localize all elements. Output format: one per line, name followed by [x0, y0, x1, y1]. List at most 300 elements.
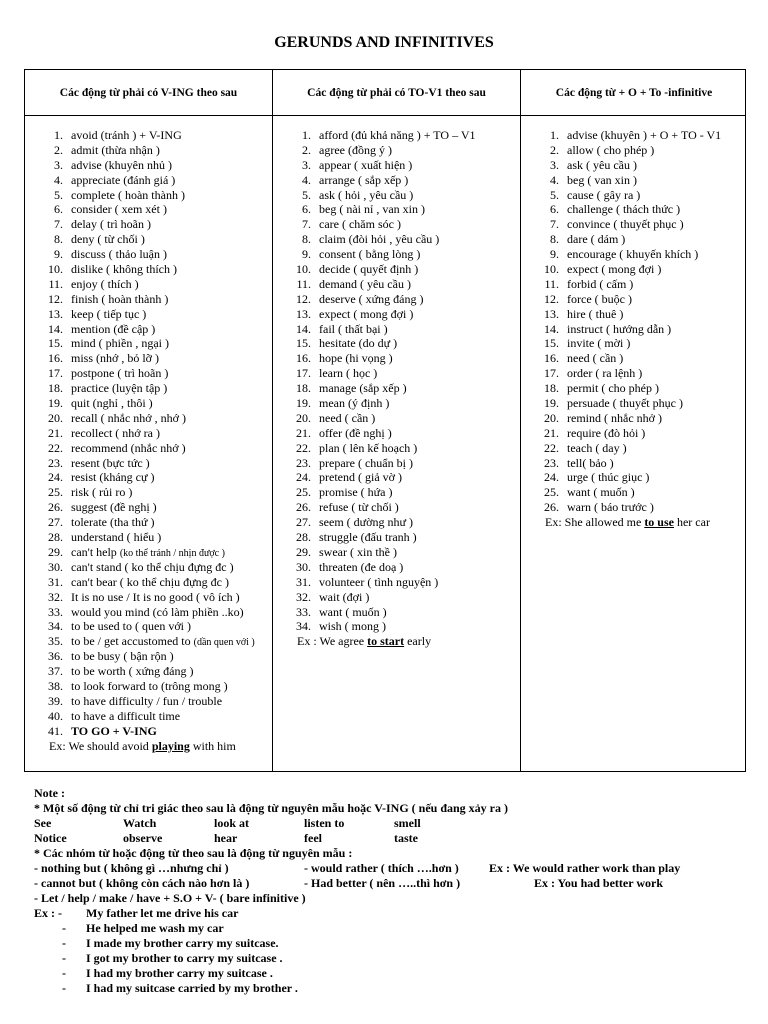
- verb-text: expect ( mong đợi ): [319, 306, 414, 321]
- note-label: Note :: [34, 786, 65, 800]
- verb-item: [43, 530, 271, 545]
- verb-text: remind ( nhắc nhở ): [567, 410, 662, 425]
- verb-item: [291, 560, 519, 575]
- verb-item: [291, 366, 519, 381]
- verb-text: demand ( yêu cầu ): [319, 276, 411, 291]
- verb-item: [43, 322, 271, 337]
- verb-item: [291, 322, 519, 337]
- causative-example: [34, 951, 754, 966]
- item-number: 12.: [544, 291, 559, 306]
- item-number: 35.: [48, 634, 63, 649]
- perception-row-1: [34, 816, 754, 831]
- item-number: 22.: [296, 440, 311, 455]
- verb-text: postpone ( trì hoãn ): [71, 366, 169, 381]
- verb-item: [539, 470, 745, 485]
- verb-text: persuade ( thuyết phục ): [567, 396, 683, 411]
- example-had-better: Ex : You had better work: [534, 876, 664, 890]
- item-number: 18.: [48, 381, 63, 396]
- item-number: 19.: [296, 396, 311, 411]
- verb-text: want ( muốn ): [319, 604, 387, 619]
- verb-item: [291, 381, 519, 396]
- verb-text: finish ( hoàn thành ): [71, 291, 169, 306]
- example-sentence: I had my brother carry my suitcase .: [86, 966, 273, 980]
- rule-would-rather: - would rather ( thích ….hơn ): [304, 861, 459, 875]
- verb-text: recollect ( nhớ ra ): [71, 425, 160, 440]
- verb-text: struggle (đấu tranh ): [319, 530, 417, 545]
- verb-item: [539, 202, 745, 217]
- item-number: 14.: [544, 321, 559, 336]
- item-number: 37.: [48, 664, 63, 679]
- verb-item: [291, 262, 519, 277]
- verb-item: [539, 307, 745, 322]
- verb-text: seem ( dường như ): [319, 515, 414, 530]
- verb-text: consider ( xem xét ): [71, 202, 167, 217]
- verb-text: mind ( phiền , ngại ): [71, 336, 169, 351]
- verb-phrase: can't help: [71, 544, 120, 559]
- causative-example: [34, 921, 754, 936]
- item-number: 24.: [544, 470, 559, 485]
- verb-text: convince ( thuyết phục ): [567, 217, 684, 232]
- verb-item: [291, 128, 519, 143]
- item-number: 39.: [48, 693, 63, 708]
- verb-item: [291, 396, 519, 411]
- verb-item: [43, 307, 271, 322]
- verb-text: plan ( lên kế hoạch ): [319, 440, 418, 455]
- item-number: 12.: [296, 291, 311, 306]
- example-marker: -: [62, 921, 66, 935]
- verb-item: [291, 575, 519, 590]
- verb-text: It is no use / It is no good ( vô ích ): [71, 589, 240, 604]
- verb-text: deny ( từ chối ): [71, 232, 145, 247]
- verb-item: [539, 500, 745, 515]
- item-number: 9.: [54, 247, 63, 262]
- item-number: 9.: [302, 247, 311, 262]
- column-ving: [43, 128, 271, 754]
- verb-item: [291, 307, 519, 322]
- example-sentence: I made my brother carry my suitcase.: [86, 936, 279, 950]
- verb-text: promise ( hứa ): [319, 485, 393, 500]
- verb-item: [291, 426, 519, 441]
- verb-text: decide ( quyết định ): [319, 262, 419, 277]
- verb-item: [539, 411, 745, 426]
- verb-item: [43, 649, 271, 664]
- verb-item: [539, 322, 745, 337]
- perception-row-2: [34, 831, 754, 846]
- causative-example: [34, 936, 754, 951]
- verb-text: force ( buộc ): [567, 291, 632, 306]
- verb-item: [43, 128, 271, 143]
- verb-text: arrange ( sắp xếp ): [319, 172, 409, 187]
- verb-item: [43, 143, 271, 158]
- verb-item: [539, 262, 745, 277]
- item-number: 38.: [48, 678, 63, 693]
- verb-item: [43, 202, 271, 217]
- verb-text: keep ( tiếp tục ): [71, 306, 147, 321]
- verb-item: [43, 426, 271, 441]
- item-number: 41.: [48, 723, 63, 738]
- verb-item: [43, 560, 271, 575]
- item-number: 5.: [302, 187, 311, 202]
- item-number: 1.: [302, 128, 311, 142]
- item-number: 10.: [544, 262, 559, 277]
- column-to-v1: [291, 128, 519, 649]
- verb-item: [291, 277, 519, 292]
- item-number: 11.: [48, 276, 63, 291]
- causative-examples: [34, 906, 754, 996]
- verb-item: [539, 381, 745, 396]
- verb-text: invite ( mời ): [567, 336, 631, 351]
- verb-text: resist (kháng cự ): [71, 470, 155, 485]
- causative-example: [34, 906, 754, 921]
- item-number: 8.: [54, 232, 63, 247]
- verb-text: enjoy ( thích ): [71, 276, 139, 291]
- item-number: 17.: [296, 366, 311, 381]
- header-to-v1: Các động từ phải có TO-V1 theo sau: [307, 86, 486, 99]
- verb-item: [539, 128, 745, 143]
- verb-item: [539, 441, 745, 456]
- verb-text: claim (đòi hỏi , yêu cầu ): [319, 232, 440, 247]
- item-number: 34.: [48, 619, 63, 634]
- verb-item: [539, 485, 745, 500]
- verb-item: [291, 456, 519, 471]
- verb-table: [24, 69, 746, 772]
- verb-text: teach ( day ): [567, 440, 627, 455]
- verb-text: deserve ( xứng đáng ): [319, 291, 424, 306]
- verb-text: instruct ( hướng dẫn ): [567, 321, 672, 336]
- example-marker: Ex : -: [34, 906, 62, 920]
- verb-text: swear ( xin thề ): [319, 544, 397, 559]
- item-number: 13.: [544, 306, 559, 321]
- o-to-infinitive-list: [539, 128, 745, 515]
- verb-text: tolerate (tha thứ ): [71, 515, 155, 530]
- verb-item: [291, 292, 519, 307]
- verb-text: manage (sắp xếp ): [319, 381, 407, 396]
- example-sentence: My father let me drive his car: [86, 906, 239, 920]
- item-number: 28.: [48, 530, 63, 545]
- verb-text: to have a difficult time: [71, 708, 181, 723]
- item-number: 12.: [48, 291, 63, 306]
- example-ving: Ex: We should avoid playing with him: [49, 738, 236, 753]
- item-number: 17.: [544, 366, 559, 381]
- verb-item: [291, 217, 519, 232]
- verb-item: [43, 485, 271, 500]
- item-number: 31.: [48, 574, 63, 589]
- item-number: 4.: [54, 172, 63, 187]
- verb-item: [291, 188, 519, 203]
- perception-verb: listen to: [304, 816, 345, 830]
- verb-item: [43, 441, 271, 456]
- verb-text: wait (đợi ): [319, 589, 370, 604]
- verb-text: expect ( mong đợi ): [567, 262, 662, 277]
- item-number: 22.: [48, 440, 63, 455]
- verb-item: [291, 247, 519, 262]
- perception-verb: look at: [214, 816, 250, 830]
- verb-item: [43, 470, 271, 485]
- item-number: 16.: [296, 351, 311, 366]
- item-number: 22.: [544, 440, 559, 455]
- item-number: 1.: [54, 128, 63, 142]
- verb-item: [291, 619, 519, 634]
- verb-item: [539, 158, 745, 173]
- verb-text: advise (khuyên nhủ ): [71, 157, 172, 172]
- verb-text: want ( muốn ): [567, 485, 635, 500]
- verb-text: understand ( hiểu ): [71, 530, 162, 545]
- verb-item: [291, 336, 519, 351]
- item-number: 20.: [544, 410, 559, 425]
- item-number: 32.: [48, 589, 63, 604]
- verb-text: challenge ( thách thức ): [567, 202, 681, 217]
- verb-item: [43, 336, 271, 351]
- perception-rule: * Một số động từ chỉ tri giác theo sau là động từ nguyên mẫu hoặc V-ING ( nếu đang xảy ra ): [34, 801, 508, 815]
- perception-verb: hear: [214, 831, 238, 845]
- example-to-v1: Ex : We agree to start early: [297, 634, 432, 649]
- verb-text: allow ( cho phép ): [567, 142, 655, 157]
- verb-item: [291, 232, 519, 247]
- verb-text: dislike ( không thích ): [71, 262, 177, 277]
- verb-item: [539, 217, 745, 232]
- item-number: 30.: [296, 559, 311, 574]
- verb-item: [43, 381, 271, 396]
- item-number: 21.: [296, 425, 311, 440]
- item-number: 15.: [544, 336, 559, 351]
- example-sentence: He helped me wash my car: [86, 921, 224, 935]
- item-number: 24.: [296, 470, 311, 485]
- item-number: 4.: [550, 172, 559, 187]
- verb-item: [291, 143, 519, 158]
- verb-text: [71, 634, 255, 648]
- item-number: 15.: [48, 336, 63, 351]
- verb-text: learn ( học ): [319, 366, 378, 381]
- item-number: 21.: [48, 425, 63, 440]
- verb-text: to be used to ( quen với ): [71, 619, 191, 634]
- verb-item: [43, 694, 271, 709]
- rule-had-better: - Had better ( nên …..thì hơn ): [304, 876, 461, 890]
- verb-item: [291, 202, 519, 217]
- verb-text: care ( chăm sóc ): [319, 217, 401, 232]
- verb-item: [43, 188, 271, 203]
- verb-item: [539, 143, 745, 158]
- verb-text: hire ( thuê ): [567, 306, 624, 321]
- header-divider: [25, 115, 745, 116]
- item-number: 2.: [302, 142, 311, 157]
- column-divider: [272, 70, 273, 771]
- verb-text: prepare ( chuẩn bị ): [319, 455, 413, 470]
- verb-item: [539, 173, 745, 188]
- item-number: 30.: [48, 559, 63, 574]
- item-number: 10.: [296, 262, 311, 277]
- item-number: 6.: [550, 202, 559, 217]
- verb-text: encourage ( khuyến khích ): [567, 247, 699, 262]
- item-number: 20.: [48, 410, 63, 425]
- verb-text: hesitate (do dự ): [319, 336, 398, 351]
- verb-text: miss (nhớ , bỏ lỡ ): [71, 351, 160, 366]
- verb-item: [539, 396, 745, 411]
- verb-item: [43, 292, 271, 307]
- verb-item: [291, 590, 519, 605]
- item-number: 33.: [296, 604, 311, 619]
- causative-example: [34, 966, 754, 981]
- verb-phrase: to be / get accustomed to: [71, 634, 194, 649]
- item-number: 10.: [48, 262, 63, 277]
- perception-verb: observe: [123, 831, 163, 845]
- item-number: 19.: [544, 396, 559, 411]
- item-number: 27.: [48, 515, 63, 530]
- verb-item: [43, 277, 271, 292]
- verb-item: [291, 470, 519, 485]
- item-number: 29.: [296, 544, 311, 559]
- verb-text: agree (đồng ý ): [319, 142, 392, 157]
- item-number: 18.: [296, 381, 311, 396]
- verb-item: [43, 262, 271, 277]
- verb-text: can't bear ( ko thể chịu đựng đc ): [71, 574, 229, 589]
- verb-text: avoid (tránh ) + V-ING: [71, 128, 182, 142]
- verb-item: [539, 292, 745, 307]
- rule-let-help: - Let / help / make / have + S.O + V- ( bare infinitive ): [34, 891, 306, 905]
- verb-item: [291, 605, 519, 620]
- item-number: 31.: [296, 574, 311, 589]
- verb-text: urge ( thúc giục ): [567, 470, 650, 485]
- verb-text: require (đò hỏi ): [567, 425, 646, 440]
- verb-item: [539, 456, 745, 471]
- verb-item: [43, 724, 271, 739]
- verb-text: afford (đủ khả năng ) + TO – V1: [319, 128, 476, 142]
- verb-item: [43, 515, 271, 530]
- rule-nothing-but: - nothing but ( không gì …nhưng chỉ ): [34, 861, 229, 875]
- item-number: 14.: [296, 321, 311, 336]
- verb-text: cause ( gây ra ): [567, 187, 641, 202]
- item-number: 19.: [48, 396, 63, 411]
- verb-text: TO GO + V-ING: [71, 723, 157, 738]
- item-number: 5.: [54, 187, 63, 202]
- page-title: GERUNDS AND INFINITIVES: [274, 34, 494, 51]
- item-number: 7.: [550, 217, 559, 232]
- item-number: 33.: [48, 604, 63, 619]
- item-number: 5.: [550, 187, 559, 202]
- item-number: 24.: [48, 470, 63, 485]
- item-number: 4.: [302, 172, 311, 187]
- item-number: 26.: [296, 500, 311, 515]
- verb-text: to be worth ( xứng đáng ): [71, 664, 194, 679]
- item-number: 40.: [48, 708, 63, 723]
- item-number: 2.: [54, 142, 63, 157]
- header-o-to-infinitive: Các động từ + O + To -infinitive: [555, 86, 713, 99]
- verb-text: pretend ( giả vờ ): [319, 470, 402, 485]
- item-number: 3.: [302, 157, 311, 172]
- verb-item: [43, 500, 271, 515]
- verb-item: [291, 485, 519, 500]
- verb-item: [291, 173, 519, 188]
- perception-verb: Watch: [123, 816, 157, 830]
- item-number: 26.: [48, 500, 63, 515]
- verb-text: risk ( rủi ro ): [71, 485, 133, 500]
- item-number: 23.: [296, 455, 311, 470]
- item-number: 3.: [54, 157, 63, 172]
- verb-item: [291, 500, 519, 515]
- item-number: 1.: [550, 128, 559, 142]
- example-marker: -: [62, 981, 66, 995]
- verb-text: to be busy ( bận rộn ): [71, 649, 174, 664]
- item-number: 15.: [296, 336, 311, 351]
- item-number: 25.: [296, 485, 311, 500]
- verb-item: [291, 411, 519, 426]
- to-v1-list: [291, 128, 519, 634]
- verb-item: [43, 575, 271, 590]
- verb-item: [43, 247, 271, 262]
- verb-text: to have difficulty / fun / trouble: [71, 693, 223, 708]
- verb-text: offer (đề nghị ): [319, 425, 392, 440]
- verb-text: recall ( nhắc nhớ , nhớ ): [71, 410, 186, 425]
- example-o-to-infinitive: Ex: She allowed me to use her car: [545, 515, 710, 530]
- rule-cannot-but: - cannot but ( không còn cách nào hơn là ): [34, 876, 250, 890]
- rule-row-1: [34, 861, 754, 876]
- verb-text: volunteer ( tình nguyện ): [319, 574, 439, 589]
- item-number: 14.: [48, 321, 63, 336]
- verb-text: forbid ( cấm ): [567, 276, 634, 291]
- verb-item: [43, 634, 271, 649]
- verb-item: [43, 351, 271, 366]
- verb-text: consent ( bằng lòng ): [319, 247, 421, 262]
- example-marker: -: [62, 936, 66, 950]
- verb-text: appear ( xuất hiện ): [319, 157, 413, 172]
- item-number: 27.: [296, 515, 311, 530]
- verb-text: resent (bực tức ): [71, 455, 150, 470]
- verb-item: [539, 188, 745, 203]
- column-divider: [520, 70, 521, 771]
- item-number: 23.: [48, 455, 63, 470]
- item-number: 2.: [550, 142, 559, 157]
- header-ving: Các động từ phải có V-ING theo sau: [59, 86, 238, 99]
- verb-item: [43, 158, 271, 173]
- verb-item: [539, 426, 745, 441]
- verb-text: [71, 545, 225, 559]
- verb-text: dare ( dám ): [567, 232, 626, 247]
- item-number: 11.: [544, 276, 559, 291]
- item-number: 20.: [296, 410, 311, 425]
- verb-item: [43, 619, 271, 634]
- notes-section: [34, 786, 754, 996]
- verb-item: [291, 515, 519, 530]
- verb-gloss: (ko thể tránh / nhịn được ): [119, 547, 225, 559]
- example-sentence: I got my brother to carry my suitcase .: [86, 951, 283, 965]
- item-number: 6.: [54, 202, 63, 217]
- verb-text: discuss ( thảo luận ): [71, 247, 167, 262]
- verb-text: would you mind (có làm phiền ..ko): [71, 604, 244, 619]
- rule-row-2: [34, 876, 754, 891]
- perception-verb: Notice: [34, 831, 67, 845]
- ving-list: [43, 128, 271, 739]
- item-number: 25.: [544, 485, 559, 500]
- verb-text: ask ( hỏi , yêu cầu ): [319, 187, 414, 202]
- verb-text: mention (đề cập ): [71, 321, 156, 336]
- verb-text: beg ( van xin ): [567, 172, 637, 187]
- verb-item: [539, 351, 745, 366]
- verb-item: [43, 411, 271, 426]
- verb-item: [43, 664, 271, 679]
- item-number: 17.: [48, 366, 63, 381]
- verb-text: admit (thừa nhận ): [71, 142, 160, 157]
- verb-item: [43, 679, 271, 694]
- verb-text: refuse ( từ chối ): [319, 500, 399, 515]
- item-number: 26.: [544, 500, 559, 515]
- verb-text: tell( bảo ): [567, 455, 614, 470]
- verb-item: [43, 232, 271, 247]
- item-number: 8.: [550, 232, 559, 247]
- verb-text: recommend (nhắc nhớ ): [71, 440, 186, 455]
- verb-text: practice (luyện tập ): [71, 381, 168, 396]
- verb-item: [291, 158, 519, 173]
- verb-item: [539, 232, 745, 247]
- verb-text: hope (hi vọng ): [319, 351, 393, 366]
